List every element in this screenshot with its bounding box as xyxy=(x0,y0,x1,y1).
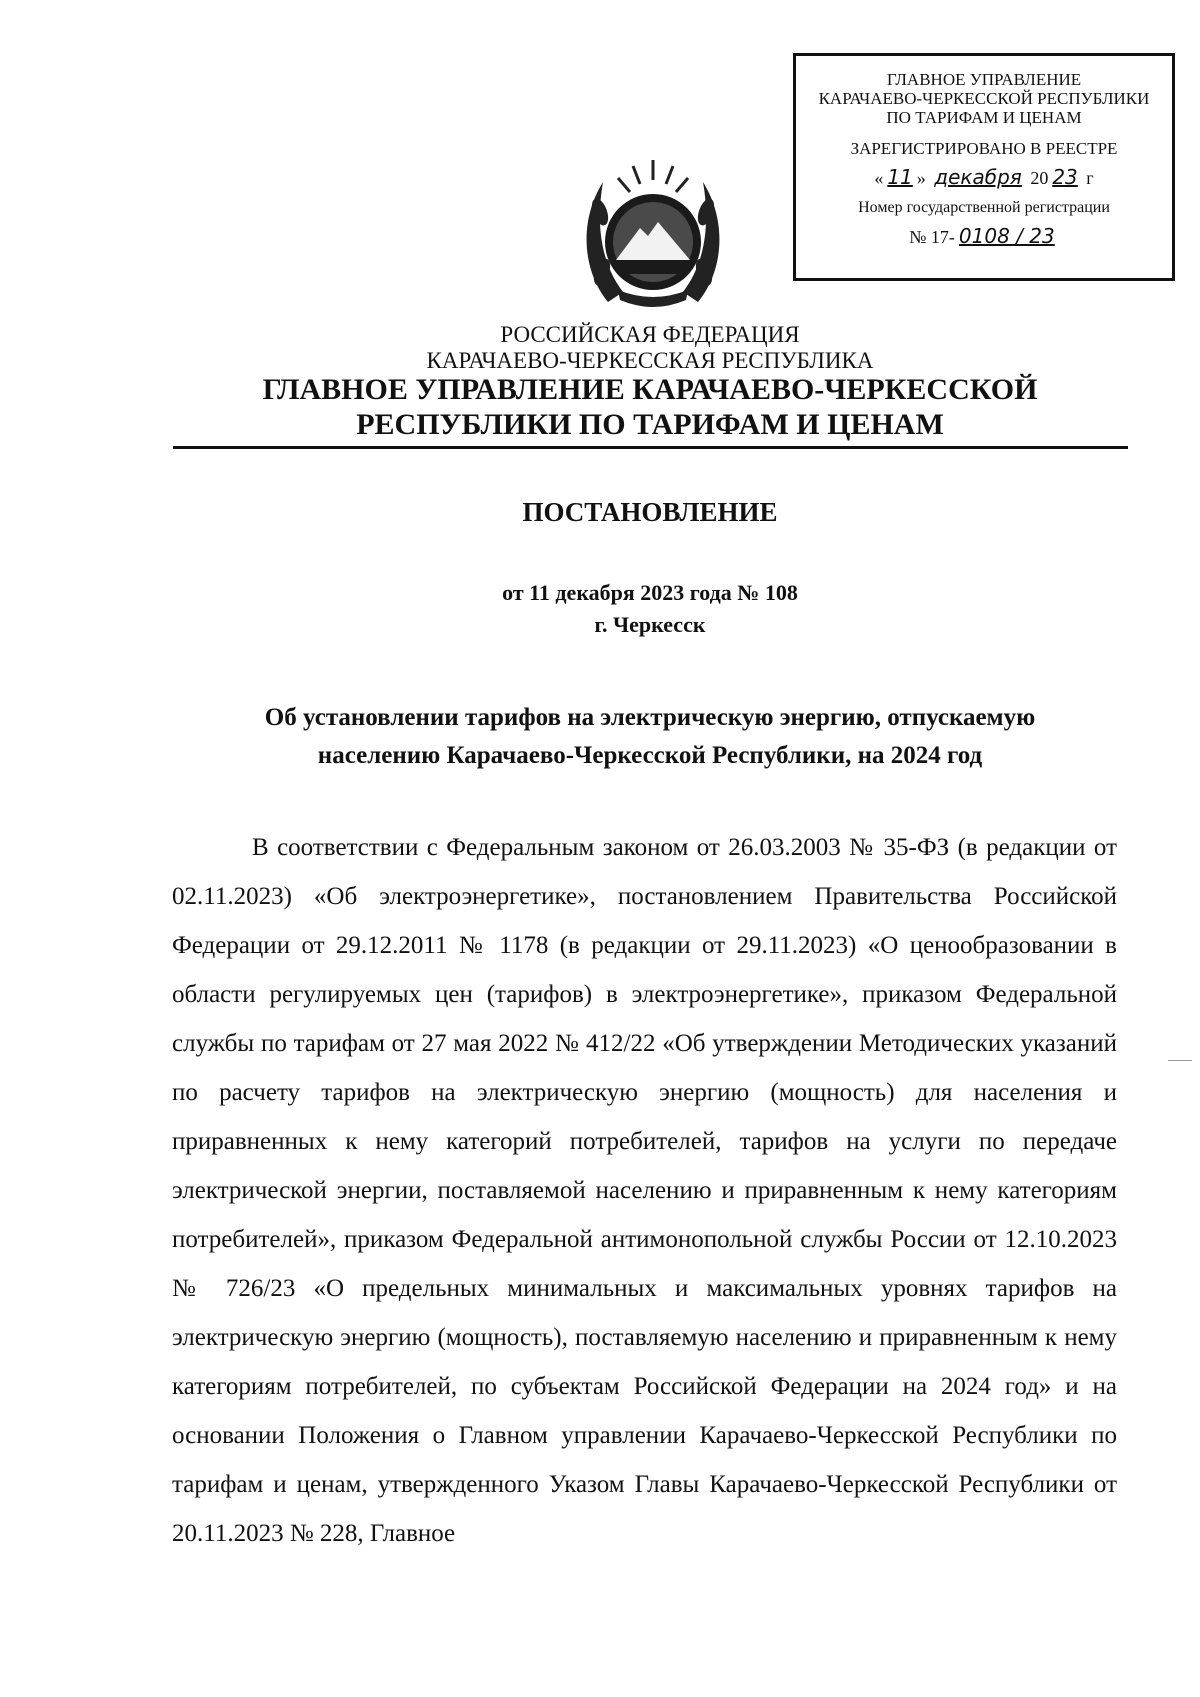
stamp-date-year: 23 xyxy=(1052,165,1078,189)
header-organization xyxy=(150,372,1150,442)
stamp-date-close-quote: » xyxy=(916,168,926,188)
document-city: г. Черкесск xyxy=(594,612,706,637)
stamp-date-open-quote: « xyxy=(874,168,884,188)
stamp-number-prefix: № 17- xyxy=(909,227,955,247)
stamp-date xyxy=(796,165,1172,189)
header-divider xyxy=(173,446,1128,449)
document-date-and-city xyxy=(150,577,1150,641)
stamp-date-year-prefix: 20 xyxy=(1030,168,1049,188)
stamp-date-suffix: г xyxy=(1086,168,1094,188)
stamp-date-month: декабря xyxy=(934,165,1022,189)
stamp-org-line1: ГЛАВНОЕ УПРАВЛЕНИЕ xyxy=(886,70,1082,89)
scan-margin-mark xyxy=(1168,1060,1192,1061)
stamp-org-line2: КАРАЧАЕВО-ЧЕРКЕССКОЙ РЕСПУБЛИКИ xyxy=(818,89,1150,108)
coat-of-arms-icon xyxy=(578,152,728,317)
document-subject-line2: населению Карачаево-Черкесской Республики, на 2024 год xyxy=(317,742,983,769)
header-org-line1: ГЛАВНОЕ УПРАВЛЕНИЕ КАРАЧАЕВО-ЧЕРКЕССКОЙ xyxy=(262,373,1038,406)
document-date-number: от 11 декабря 2023 года № 108 xyxy=(502,580,798,605)
stamp-org-line3: ПО ТАРИФАМ И ЦЕНАМ xyxy=(886,108,1082,127)
header-country: РОССИЙСКАЯ ФЕДЕРАЦИЯ xyxy=(500,322,800,347)
stamp-registered-label: ЗАРЕГИСТРИРОВАНО В РЕЕСТРЕ xyxy=(850,139,1118,158)
stamp-date-day: 11 xyxy=(887,165,913,189)
stamp-organization xyxy=(796,70,1172,127)
stamp-number-label: Номер государственной регистрации xyxy=(858,199,1110,216)
header-org-line2: РЕСПУБЛИКИ ПО ТАРИФАМ И ЦЕНАМ xyxy=(356,408,944,441)
document-body-paragraph: В соответствии с Федеральным законом от 26.03.2003 № 35-ФЗ (в редакции от 02.11.2023) «Об электроэнергетике», постановлением Правительства Российской Федерации от 29.12.2011 № 1178 (в редакции от 29.11.2023) «О ценообразовании в области регулируемых цен (тарифов) в электроэнергетике», приказом Федеральной службы по тарифам от 27 мая 2022 № 412/22 «Об утверждении Методических указаний по расчету тарифов на электрическую энергию (мощность) для населения и приравненных к нему категорий потребителей, тарифов на услуги по передаче электрической энергии, поставляемой населению и приравненным к нему категориям потребителей», приказом Федеральной антимонопольной службы России от 12.10.2023 № 726/23 «О предельных минимальных и максимальных уровнях тарифов на электрическую энергию (мощность), поставляемую населению и приравненным к нему категориям потребителей, по субъектам Российской Федерации на 2024 год» и на основании Положения о Главном управлении Карачаево-Черкесской Республики по тарифам и ценам, утвержденного Указом Главы Карачаево-Черкесской Республики от 20.11.2023 № 228, Главное xyxy=(172,834,1117,1547)
document-subject xyxy=(150,699,1150,775)
stamp-number-value: 0108 / 23 xyxy=(958,224,1055,248)
document-subject-line1: Об установлении тарифов на электрическую энергию, отпускаемую xyxy=(264,704,1036,731)
document-type-title: ПОСТАНОВЛЕНИЕ xyxy=(522,497,778,527)
registration-stamp xyxy=(793,53,1175,281)
header-republic: КАРАЧАЕВО-ЧЕРКЕССКАЯ РЕСПУБЛИКА xyxy=(426,348,874,373)
stamp-number xyxy=(796,224,1172,248)
